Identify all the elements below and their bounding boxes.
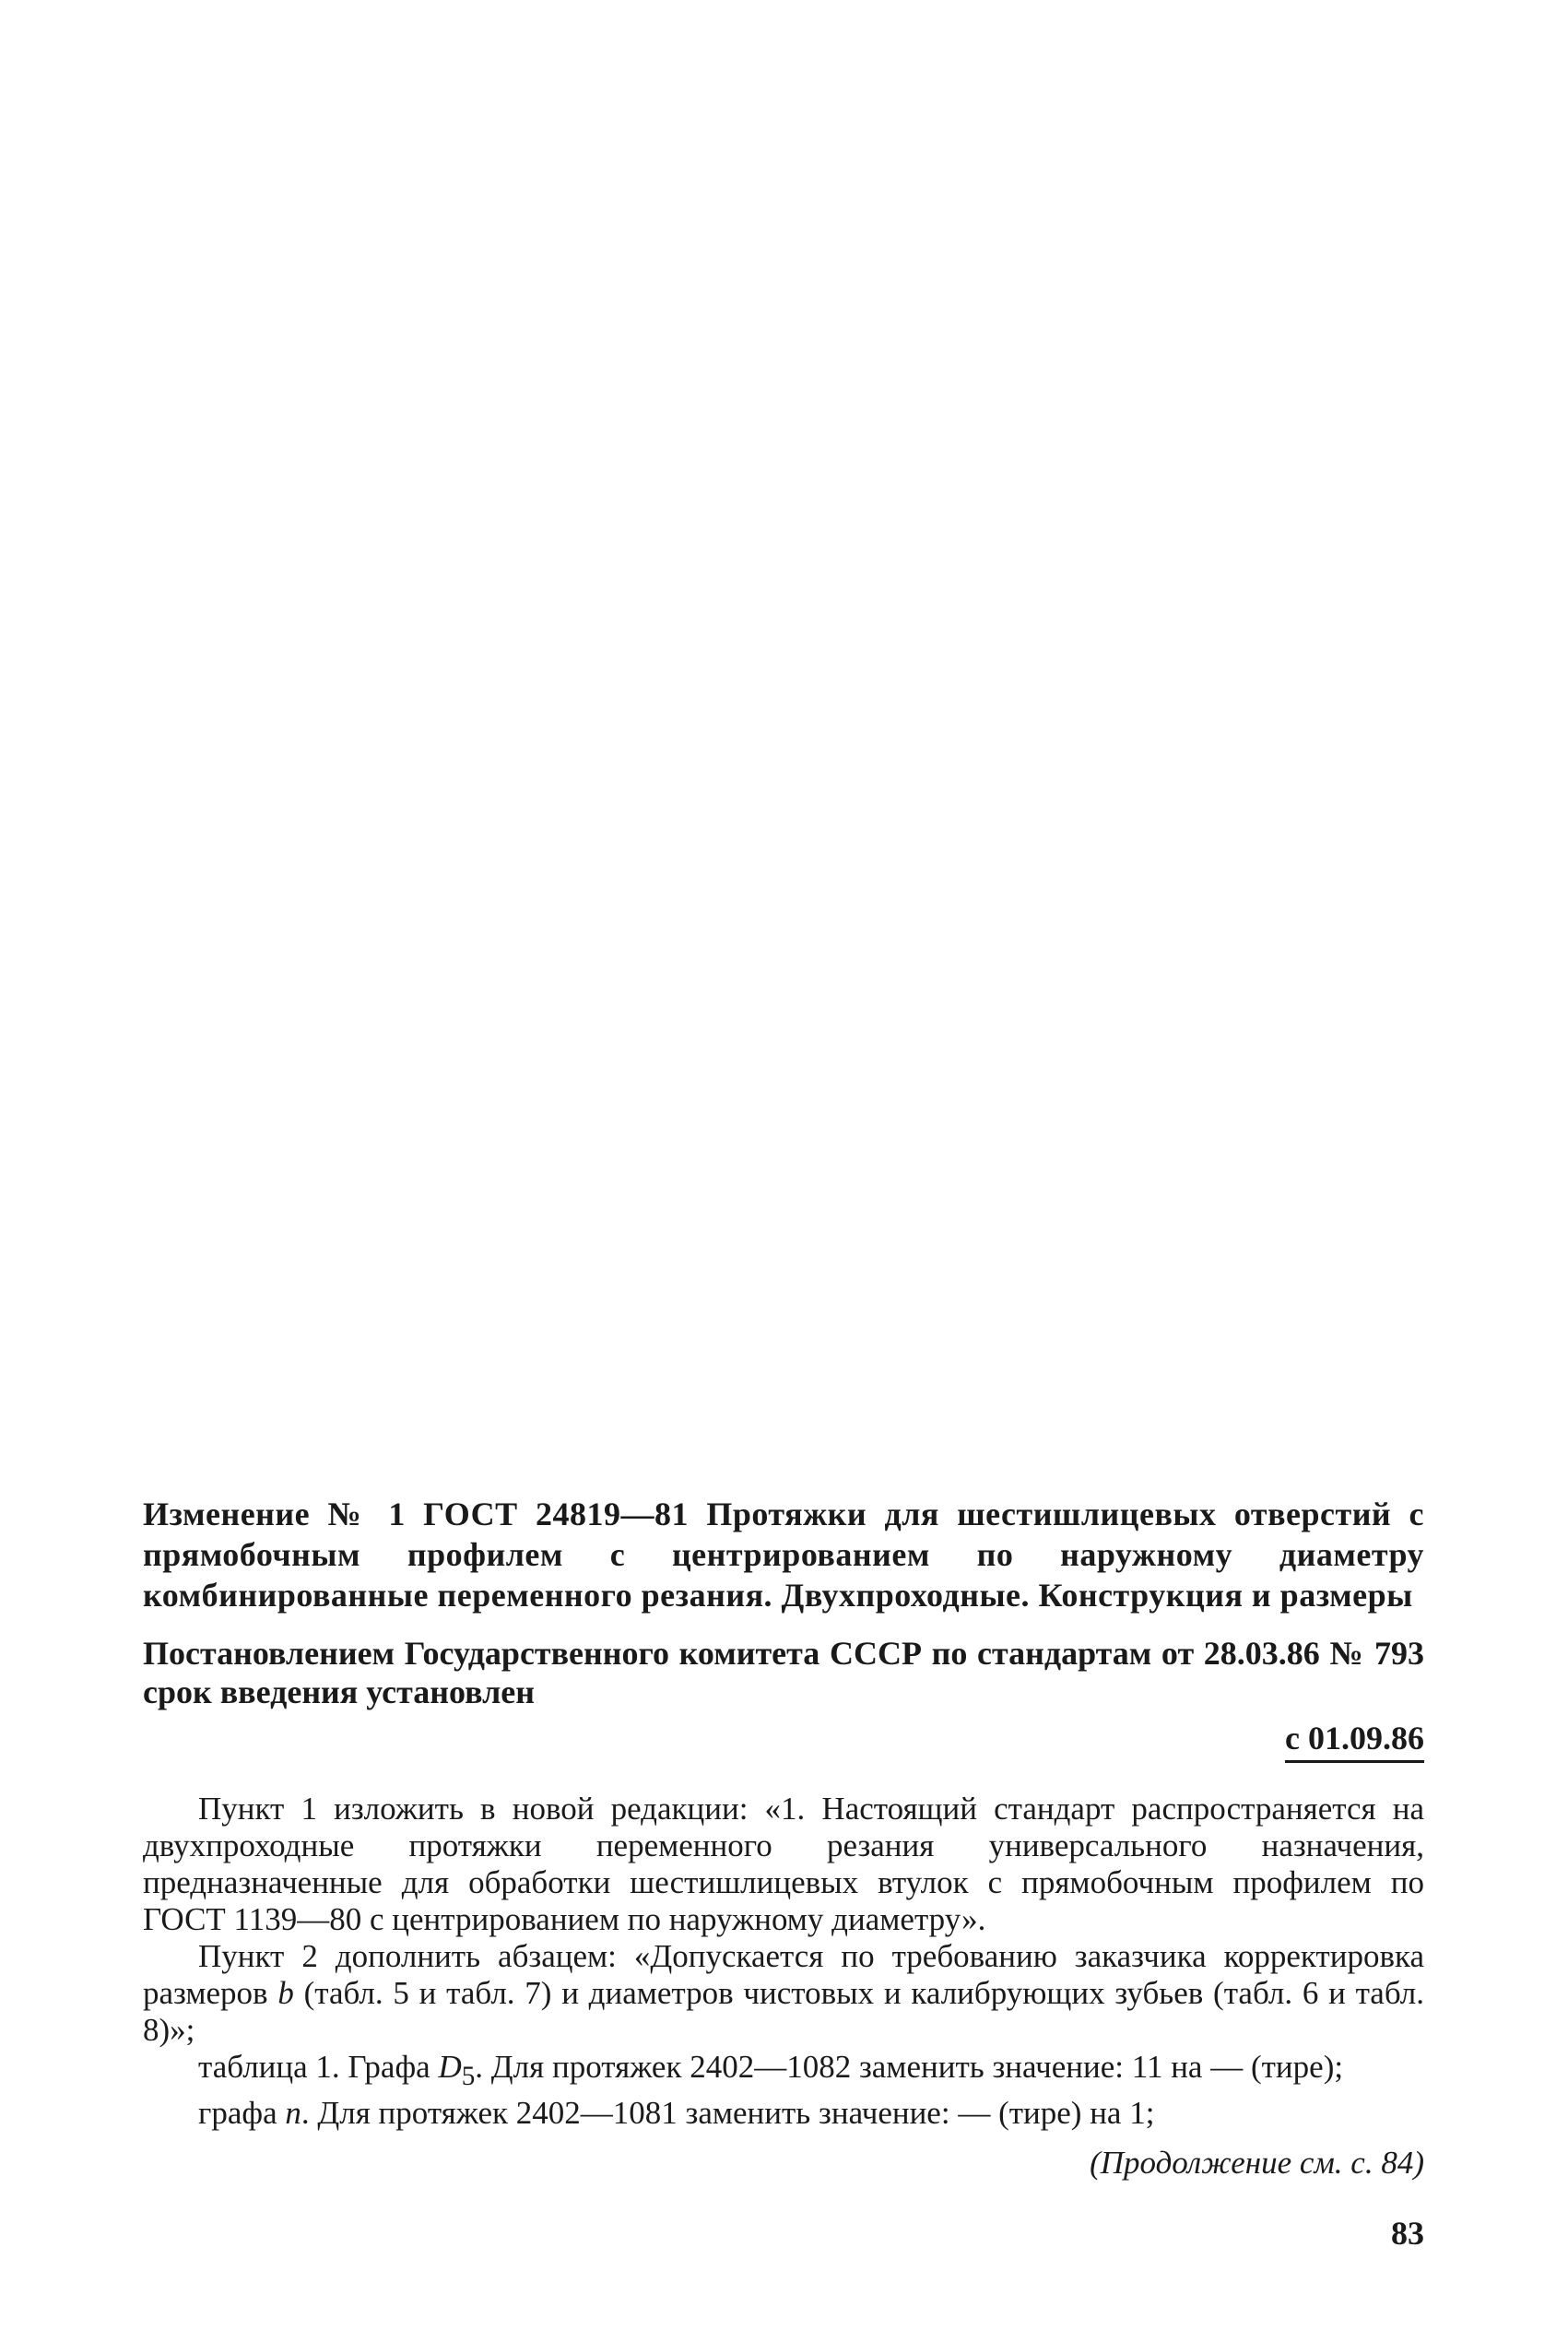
effective-date-value: с 01.09.86 (1285, 1720, 1424, 1763)
document-title: Изменение № 1 ГОСТ 24819—81 Протяжки для шестишлицевых отверстий с прямобочным профилем с центрированием по наружному диаметру комбинированные переменного резания. Двухпроходные. Конструкция и размеры (143, 1496, 1424, 1614)
paragraph-3-part-2: . Для протяжек 2402—1082 заменить значение: 11 на — (тире); (475, 2049, 1344, 2085)
variable-d: D (438, 2049, 462, 2085)
variable-b: b (277, 1975, 294, 2011)
paragraph-2-part-2: (табл. 5 и табл. 7) и диаметров чистовых и калибрующих зубьев (табл. 6 и табл. 8)»; (143, 1975, 1424, 2048)
paragraph-3 (143, 2049, 1424, 2095)
continuation-note: (Продолжение см. с. 84) (1090, 2145, 1424, 2181)
page-number: 83 (1391, 2215, 1424, 2252)
paragraph-4 (143, 2095, 1424, 2132)
paragraph-2-part-1: Пункт 2 дополнить абзацем: «Допускается по требованию заказчика корректировка размеров (143, 1938, 1424, 2011)
paragraph-3-part-1: таблица 1. Графа (198, 2049, 430, 2085)
paragraph-1: Пункт 1 изложить в новой редакции: «1. Настоящий стандарт распространяется на двухпроходные протяжки переменного резания универсального назначения, предназначенные для обработки шестишлицевых втулок с прямобочным профилем по ГОСТ 1139—80 с центрированием по наружному диаметру». (143, 1791, 1424, 1937)
paragraph-2 (143, 1938, 1424, 2049)
paragraph-4-part-2: . Для протяжек 2402—1081 заменить значение: — (тире) на 1; (301, 2095, 1155, 2131)
document-body (143, 1791, 1424, 2132)
paragraph-4-part-1: графа (198, 2095, 277, 2131)
effective-date (143, 1719, 1424, 1757)
variable-d-subscript: 5 (461, 2062, 476, 2091)
variable-n: n (285, 2095, 301, 2131)
decree-text: Постановлением Государственного комитета СССР по стандартам от 28.03.86 № 793 срок введения установлен (143, 1635, 1424, 1710)
document-page (143, 1494, 1424, 2286)
